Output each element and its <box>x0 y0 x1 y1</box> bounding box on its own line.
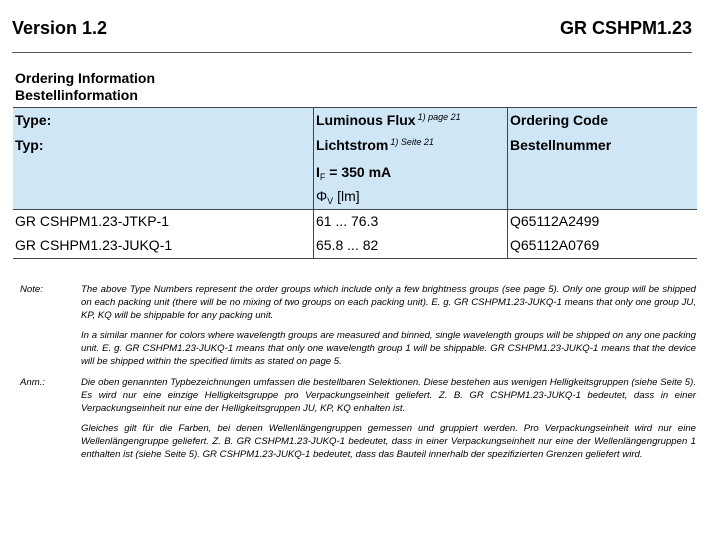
row-1-flux: 61 ... 76.3 <box>316 213 379 229</box>
part-number: GR CSHPM1.23 <box>559 18 692 38</box>
current-symbol: I <box>316 164 320 180</box>
header-code-en: Ordering Code <box>510 112 609 128</box>
section-title-en: Ordering Information <box>15 70 155 86</box>
flux-unit: [lm] <box>333 188 360 204</box>
page-header <box>12 18 692 40</box>
ordering-table <box>13 107 697 259</box>
anm-paragraph-1: Die oben genannten Typbezeichnungen umfassen die bestellbaren Selektionen. Diese bestehen aus wenigen Helligkeitsgruppen (siehe Seite 5). Es wird nur eine einzige Helligkeitsgruppe pro Verpackungseinheit geliefert. Z. B. GR CSHPM1.23-JUKQ-1 bedeutet, dass in einer Verpackungseinheit nur eine der Helligkeitsgruppen JU, KP, KQ enhalten ist. <box>81 377 696 414</box>
note-en <box>20 283 696 368</box>
table-body <box>13 210 697 258</box>
current-subscript: F <box>319 172 326 182</box>
header-current <box>316 164 391 182</box>
header-code-de: Bestellnummer <box>510 137 612 153</box>
header-divider <box>12 52 692 53</box>
header-col-type <box>13 108 312 209</box>
header-col-code <box>507 108 697 209</box>
current-value: = 350 mA <box>325 164 392 180</box>
header-col-flux <box>313 108 506 209</box>
row-1-code: Q65112A2499 <box>510 213 600 229</box>
flux-subscript: V <box>327 196 334 206</box>
note-paragraph-2: In a similar manner for colors where wavelength groups are measured and binned, single wavelength groups will be shipped on any one packing unit. E. g. GR CSHPM1.23-JUKQ-1 means that only one wavelength group 1 will be shippable. GR CSHPM1.23-JUKQ-1 means that the device will be shipped within the specified limits as stated on page 5. <box>81 330 696 367</box>
note-paragraph-1: The above Type Numbers represent the order groups which include only a few brightness groups (see page 5). Only one group will be shipped on each packing unit (there will be no mixing of two groups on each packing unit). E. g. GR CSHPM1.23-JUKQ-1 means that only one group JU, KP, KQ will be shippable for any packing unit. <box>81 284 696 321</box>
flux-symbol: Φ <box>316 188 328 204</box>
flux-ref-en: 1) page 21 <box>417 112 461 122</box>
header-type-en: Type: <box>15 112 52 128</box>
section-title-de: Bestellinformation <box>15 87 138 103</box>
header-flux-unit <box>316 188 360 206</box>
body-col-type <box>13 210 312 258</box>
version-label: Version 1.2 <box>12 18 108 38</box>
table-bottom-rule <box>13 258 697 259</box>
row-1-type: GR CSHPM1.23-JTKP-1 <box>15 213 170 229</box>
section-title <box>15 70 155 104</box>
table-header <box>13 108 697 209</box>
row-2-code: Q65112A0769 <box>510 237 600 253</box>
anm-label: Anm.: <box>20 377 46 388</box>
header-type-de: Typ: <box>15 137 44 153</box>
anm-paragraph-2: Gleiches gilt für die Farben, bei denen Wellenlängengruppen gemessen und gruppiert werden. Pro Verpackungseinheit wird nur eine Wellenlängengruppe geliefert. Z. B. GR CSHPM1.23-JUKQ-1 bedeutet, dass in einer Verpackungseinheit nur eine der Wellenlängengruppen 1 enthalten ist (siehe Seite 5). GR CSHPM1.23-JUKQ-1 bedeutet, dass das Bauteil innerhalb der spezifizierten Grenzen geliefert wird. <box>81 423 696 460</box>
body-col-code <box>507 210 697 258</box>
flux-label-de: Lichtstrom <box>316 137 389 153</box>
row-2-type: GR CSHPM1.23-JUKQ-1 <box>15 237 173 253</box>
flux-ref-de: 1) Seite 21 <box>390 137 434 147</box>
header-flux-de <box>316 137 434 153</box>
row-2-flux: 65.8 ... 82 <box>316 237 379 253</box>
note-de <box>20 376 696 461</box>
header-flux-en <box>316 112 461 128</box>
flux-label-en: Luminous Flux <box>316 112 416 128</box>
note-label: Note: <box>20 284 43 295</box>
notes-section <box>20 283 696 469</box>
body-col-flux <box>313 210 506 258</box>
